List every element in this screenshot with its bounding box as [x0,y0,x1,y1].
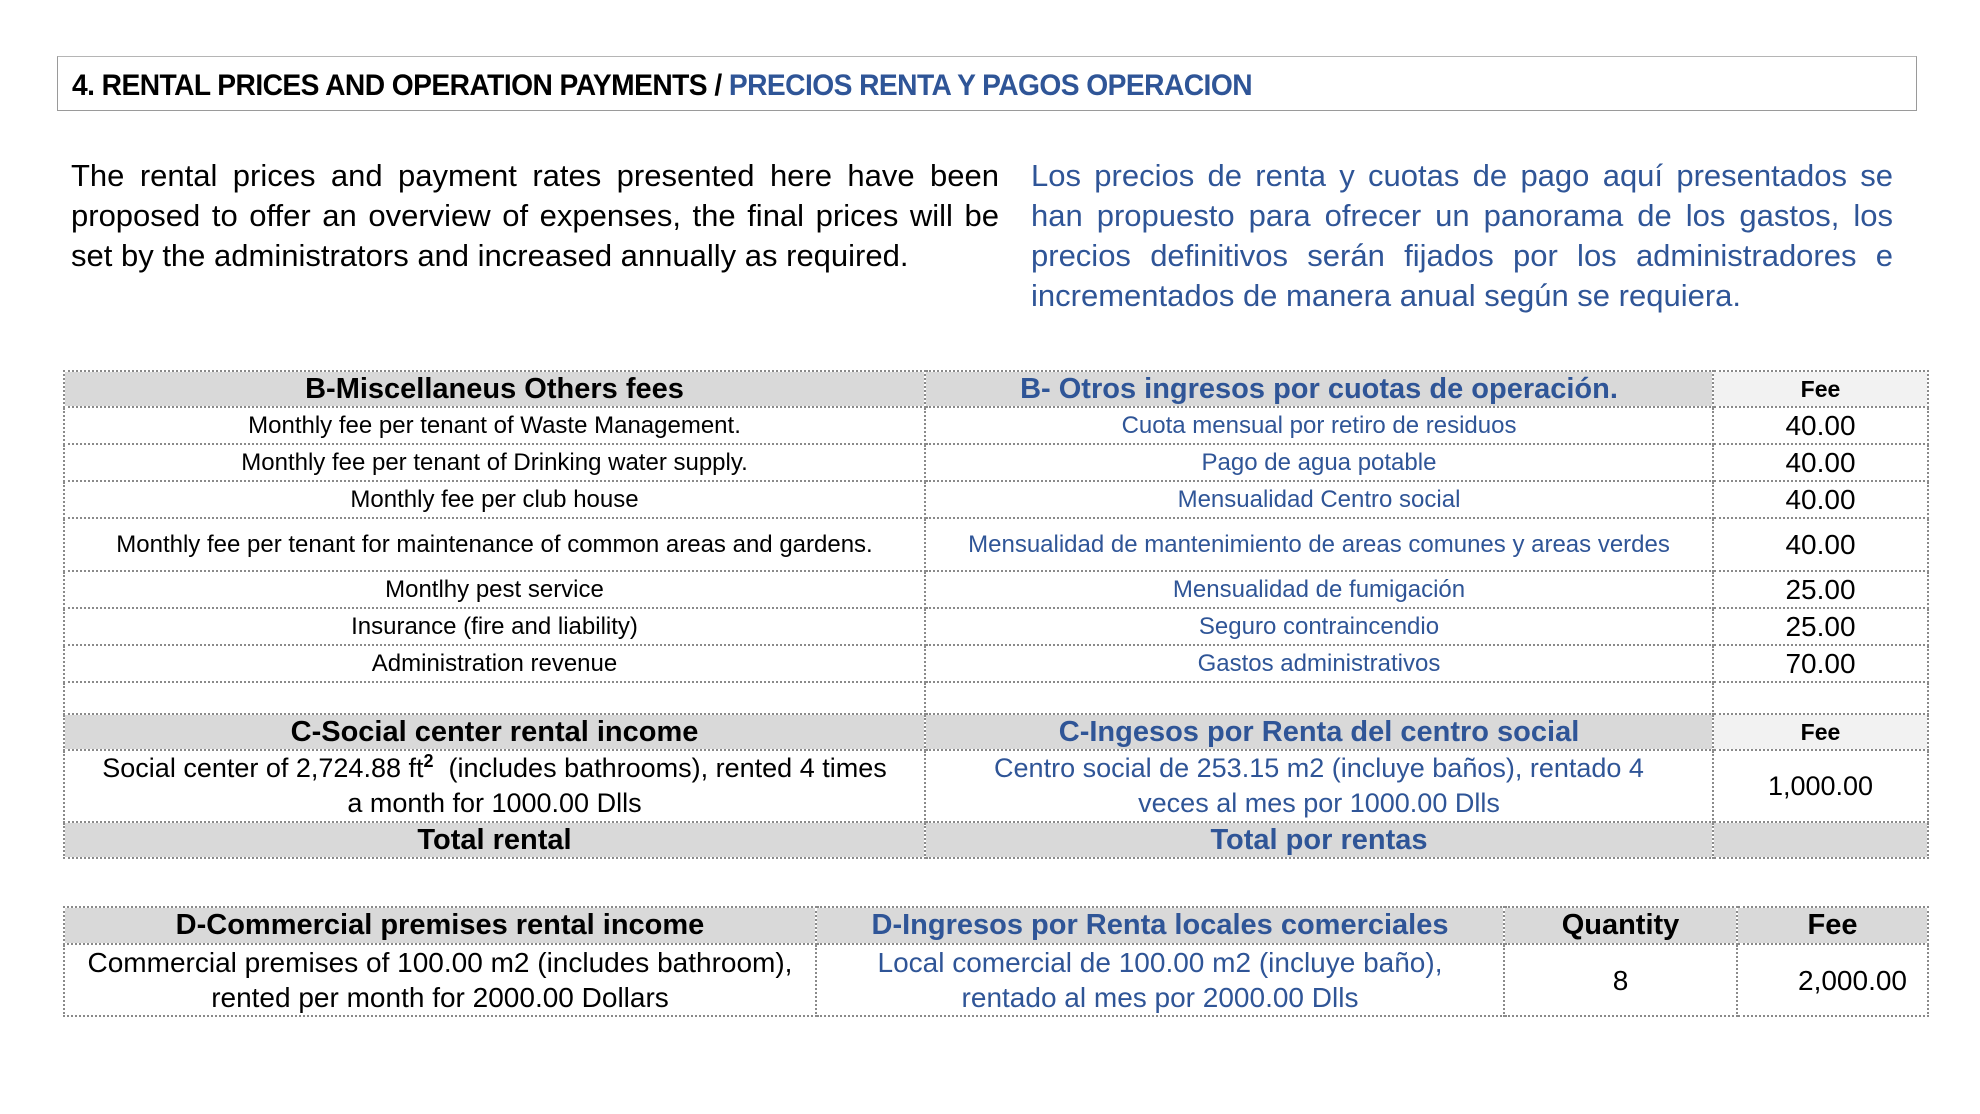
commercial-header-en: D-Commercial premises rental income [64,907,816,944]
row-label-en: Insurance (fire and liability) [64,608,925,645]
row-fee: 40.00 [1713,518,1928,571]
social-center-desc-es-line1: Centro social de 253.15 m2 (incluye baños), rentado 4 [994,753,1644,783]
social-center-header [64,714,1928,750]
table-row [64,444,1928,481]
table-row [64,645,1928,682]
misc-fees-header-es: B- Otros ingresos por cuotas de operación. [925,371,1713,407]
total-row [64,822,1928,858]
section-title-en: 4. RENTAL PRICES AND OPERATION PAYMENTS / [72,69,722,102]
commercial-fee: 2,000.00 [1737,944,1928,1016]
total-value [1713,822,1928,858]
commercial-header-es: D-Ingresos por Renta locales comerciales [816,907,1504,944]
row-label-en: Montlhy pest service [64,571,925,608]
social-center-header-fee: Fee [1713,714,1928,750]
commercial-desc-en-line2: rented per month for 2000.00 Dollars [211,982,669,1013]
row-label-es: Mensualidad de mantenimiento de areas comunes y areas verdes [925,518,1713,571]
misc-fees-header [64,371,1928,407]
commercial-header-fee: Fee [1737,907,1928,944]
section-title [72,69,1252,103]
total-label-en: Total rental [64,822,925,858]
commercial-header-quantity: Quantity [1504,907,1737,944]
row-label-es: Pago de agua potable [925,444,1713,481]
commercial-quantity: 8 [1504,944,1737,1016]
row-fee: 40.00 [1713,407,1928,444]
row-fee: 25.00 [1713,608,1928,645]
social-center-desc-en [64,750,925,822]
row-fee: 70.00 [1713,645,1928,682]
row-label-en: Monthly fee per tenant of Waste Management. [64,407,925,444]
table-row [64,518,1928,571]
table-row [64,608,1928,645]
misc-fees-header-en: B-Miscellaneus Others fees [64,371,925,407]
row-label-en: Monthly fee per tenant for maintenance of common areas and gardens. [64,518,925,571]
commercial-header [64,907,1928,944]
row-label-es: Cuota mensual por retiro de residuos [925,407,1713,444]
commercial-row [64,944,1928,1016]
misc-fees-header-fee: Fee [1713,371,1928,407]
row-label-es: Seguro contraincendio [925,608,1713,645]
commercial-table [63,906,1929,1017]
commercial-desc-en-line1: Commercial premises of 100.00 m2 (includes bathroom), [87,947,793,978]
social-center-desc-en-line1: Social center of 2,724.88 ft [102,753,424,783]
table-row [64,481,1928,518]
total-label-es: Total por rentas [925,822,1713,858]
table-row [64,407,1928,444]
social-center-desc-es [925,750,1713,822]
commercial-desc-es-line2: rentado al mes por 2000.00 Dlls [961,982,1359,1013]
section-header [57,56,1917,111]
row-label-en: Administration revenue [64,645,925,682]
commercial-desc-es [816,944,1504,1016]
social-center-fee: 1,000.00 [1713,750,1928,822]
social-center-row [64,750,1928,822]
social-center-header-es: C-Ingesos por Renta del centro social [925,714,1713,750]
row-label-es: Mensualidad Centro social [925,481,1713,518]
social-center-header-en: C-Social center rental income [64,714,925,750]
intro-paragraph-es: Los precios de renta y cuotas de pago aquí presentados se han propuesto para ofrecer un panorama de los gastos, los precios definitivos serán fijados por los administradores e incrementados de manera anual según se requiera. [1031,158,1893,313]
row-label-es: Gastos administrativos [925,645,1713,682]
row-label-en: Monthly fee per tenant of Drinking water supply. [64,444,925,481]
empty-row [64,682,1928,714]
social-center-desc-en-line1-rest: (includes bathrooms), rented 4 times [433,753,887,783]
social-center-desc-es-line2: veces al mes por 1000.00 Dlls [1138,788,1500,818]
row-fee: 25.00 [1713,571,1928,608]
social-center-desc-en-line2: a month for 1000.00 Dlls [347,788,642,818]
row-fee: 40.00 [1713,444,1928,481]
superscript: 2 [423,751,434,771]
row-label-en: Monthly fee per club house [64,481,925,518]
table-row [64,571,1928,608]
fees-table [63,370,1929,859]
row-label-es: Mensualidad de fumigación [925,571,1713,608]
intro-paragraph-en: The rental prices and payment rates presented here have been proposed to offer an overview of expenses, the final prices will be set by the administrators and increased annually as required. [71,158,999,273]
section-title-es: PRECIOS RENTA Y PAGOS OPERACION [728,69,1252,102]
row-fee: 40.00 [1713,481,1928,518]
commercial-desc-en [64,944,816,1016]
commercial-desc-es-line1: Local comercial de 100.00 m2 (incluye baño), [877,947,1443,978]
